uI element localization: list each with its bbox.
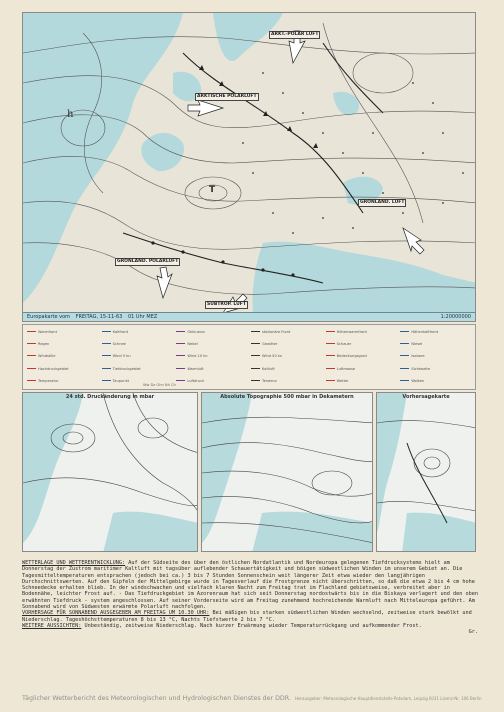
legend-item: [176, 364, 247, 375]
legend-symbol-icon: [176, 343, 185, 346]
legend-label: Kaltluft: [261, 366, 275, 371]
pressure-change-map: [22, 392, 198, 552]
legend-label: Wolken: [411, 378, 425, 383]
legend-item: [326, 376, 397, 387]
legend-label: Windstille: [38, 354, 56, 359]
legend-label: Regen: [38, 342, 50, 347]
airmass-label-arctic: ARKTISCHE POLARLUFT: [197, 94, 257, 99]
legend-symbol-icon: [326, 355, 335, 358]
legend-label: Nebel: [187, 342, 198, 347]
legend-item: [176, 327, 247, 338]
airmass-label-subtropical: SUBTROP. LUFT: [207, 302, 246, 307]
legend-label: Temperatur: [38, 378, 59, 383]
topography-500-map: [201, 392, 373, 552]
legend-label: Luftdruck: [187, 378, 205, 383]
legend-symbol-icon: [176, 331, 185, 334]
high-pressure-marker: h: [67, 109, 74, 120]
topography-title: Absolute Topographie 500 mbar in Dekametern: [220, 394, 354, 400]
legend-label: Höhenwarmfront: [336, 330, 367, 335]
legend-item: [326, 364, 397, 375]
legend-symbol-icon: [400, 331, 409, 334]
legend-symbol-icon: [251, 343, 260, 346]
legend-symbol-icon: [251, 331, 260, 334]
airmass-label-greenland: GRÖNLÄND. LUFT: [360, 200, 405, 205]
legend-item: [27, 376, 98, 387]
caption-hour: 01: [127, 314, 135, 320]
legend-item: [400, 351, 471, 362]
footer-title: Täglicher Wetterbericht des Meteorologischen und Hydrologischen Dienstes der DDR.: [22, 695, 291, 702]
legend-symbol-icon: [400, 343, 409, 346]
legend-label: Sichtweite: [411, 366, 431, 371]
legend-symbol-icon: [251, 355, 260, 358]
outlook-paragraph: [22, 623, 478, 629]
legend-symbol-icon: [326, 368, 335, 371]
legend-symbol-icon: [400, 368, 409, 371]
legend-symbol-icon: [102, 343, 111, 346]
legend-symbol-icon: [27, 380, 36, 383]
legend-symbol-icon: [27, 331, 36, 334]
legend-label: Gewitter: [261, 342, 278, 347]
caption-date: FREITAG, 15-11-63: [75, 314, 123, 320]
legend-item: [102, 339, 173, 350]
legend-item: [102, 351, 173, 362]
legend-item: [251, 376, 322, 387]
legend-item: [400, 364, 471, 375]
legend-label: Hochdruckgebiet: [38, 366, 69, 371]
legend-item: [27, 351, 98, 362]
legend-label: Schauer: [336, 342, 352, 347]
legend-label: stationäre Front: [261, 330, 291, 335]
map-scale: 1:20000000: [440, 314, 471, 320]
legend-label: Wind 10 kn: [187, 354, 208, 359]
situation-heading: WETTERLAGE UND WETTERENTWICKLUNG:: [22, 560, 126, 566]
legend-item: [27, 339, 98, 350]
caption-title: Europakarte vom: [27, 314, 71, 320]
legend-label: Niesel: [411, 342, 423, 347]
legend-item: [326, 351, 397, 362]
legend-label: Warmfront: [38, 330, 57, 335]
legend-symbol-icon: [27, 343, 36, 346]
legend-symbol-icon: [176, 368, 185, 371]
legend-item: [326, 327, 397, 338]
legend-symbol-icon: [176, 380, 185, 383]
map-caption-bar: [23, 312, 475, 321]
legend-footnote: Ww Dz Ghn Nh Ch: [143, 383, 176, 387]
legend-label: Höhenkaltfront: [411, 330, 439, 335]
legend-item: [251, 364, 322, 375]
legend-item: [251, 351, 322, 362]
legend-item: [27, 327, 98, 338]
low-pressure-marker: T: [209, 185, 216, 195]
legend-symbol-icon: [326, 331, 335, 334]
map-legend: [22, 324, 476, 390]
legend-item: [251, 339, 322, 350]
publication-footer: [22, 695, 482, 702]
legend-symbol-icon: [251, 380, 260, 383]
forecast-drawing: [377, 393, 476, 552]
legend-symbol-icon: [102, 355, 111, 358]
europe-weather-map: [22, 12, 476, 322]
legend-label: Okklusion: [187, 330, 205, 335]
legend-item: [27, 364, 98, 375]
legend-item: [400, 327, 471, 338]
legend-item: [400, 339, 471, 350]
legend-symbol-icon: [400, 380, 409, 383]
forecast-text: Bei mäßigen bis starken südwestlichen Winden wechselnd, zeitweise stark bewölkt und Niederschlag. Tageshöchsttemperaturen 8 bis 13 °C, Nachts Tiefstwerte 2 bis 7 °C.: [22, 610, 472, 623]
weather-report-text: [22, 560, 478, 636]
legend-item: [176, 339, 247, 350]
legend-label: Luftmasse: [336, 366, 356, 371]
legend-label: Wind 50 kn: [261, 354, 283, 359]
legend-label: Kaltfront: [112, 330, 129, 335]
legend-symbol-icon: [27, 368, 36, 371]
airmass-label-greenland-polar: GRÖNLÄND. POLARLUFT: [117, 259, 179, 264]
legend-item: [251, 327, 322, 338]
legend-item: [400, 376, 471, 387]
legend-symbol-icon: [176, 355, 185, 358]
legend-symbol-icon: [251, 368, 260, 371]
footer-imprint: Herausgeber: Meteorologische Hauptdienststelle Potsdam, Leipzig III/31 Lizenz-Nr. 106 Berlin: [294, 696, 482, 701]
caption-timezone: Uhr MEZ: [135, 314, 158, 320]
forecast-paragraph: [22, 610, 478, 623]
legend-symbol-icon: [102, 331, 111, 334]
airmass-label-arctic-polar: ARKT.-POLAR LUFT: [271, 32, 319, 37]
legend-label: Warmluft: [187, 366, 204, 371]
forecast-heading: VORHERSAGE FÜR SONNABEND AUSGEGEBEN AM FREITAG UM 10.30 UHR:: [22, 610, 210, 617]
forecast-map: [376, 392, 476, 552]
legend-item: [176, 376, 247, 387]
legend-symbol-icon: [27, 355, 36, 358]
legend-label: Schnee: [112, 342, 126, 347]
legend-symbol-icon: [400, 355, 409, 358]
legend-symbol-icon: [102, 380, 111, 383]
map-drawing: [23, 13, 476, 322]
pressure-change-title: 24 std. Druckänderung in mbar: [65, 394, 155, 400]
legend-symbol-icon: [326, 343, 335, 346]
legend-item: [102, 364, 173, 375]
legend-symbol-icon: [326, 380, 335, 383]
situation-text: Auf der Südseite des über den östlichen Nordatlantik und Nordeuropa gelegenen Tiefdrucksystems hielt am Donnerstag der Zustrom maritimer Kaltluft mit tagsüber auflebender Schauertätigkeit und böigen südwestlichen Winden im unserem Gebiet an. Die Tagesmitteltemperaturen entsprachen (jedoch bei ca.) 3 bis 7 Stunden Sonnenschein weit längerer Zeit etwa wieder den langjährigen Durchschnittswerten. Auf den Gipfeln der Mittelgebirge wurde in Tagesverlauf die Frostgrenze nicht überschritten, so daß die etwa 2 bis 4 cm hohe Schneedecke erhalten blieb. In der windschwachen und vielfach klaren Nacht zum Freitag trat im Flachland gebietsweise, verbreitet aber in Bodennähe, leichter Frost auf. - Das Tiefdruckgebiet im Azorenraum hat sich seit Donnerstag nordostwärts bis in die Biskaya verlagert und den oben erwähnten Tiefdruck - system angeschlossen. Auf seiner Vorderseite wird am Freitag zunehmend hochreichende Warmluft nach Mitteleuropa geführt. Am Sonnabend wird von Südwesten erwärmte Polarluft nachfolgen.: [22, 560, 478, 611]
legend-item: [102, 327, 173, 338]
signature: Gr.: [468, 629, 478, 636]
legend-item: [326, 339, 397, 350]
legend-label: Isobare: [411, 354, 425, 359]
legend-label: Wetter: [336, 378, 349, 383]
legend-label: Tendenz: [261, 378, 277, 383]
outlook-heading: WEITERE AUSSICHTEN:: [22, 622, 82, 629]
legend-label: Tiefdruckgebiet: [112, 366, 141, 371]
forecast-title: Vorhersagekarte: [402, 394, 450, 400]
legend-label: Taupunkt: [112, 378, 130, 383]
outlook-text: Unbeständig, zeitweise Niederschlag. Nach kurzer Erwärmung wieder Temperaturrückgang und aufkommender Frost.: [81, 622, 422, 629]
pressure-change-drawing: [23, 393, 198, 552]
situation-paragraph: [22, 560, 478, 610]
legend-label: Wind 5 kn: [112, 354, 131, 359]
legend-symbol-icon: [102, 368, 111, 371]
legend-item: [176, 351, 247, 362]
legend-label: Bedeckungsgrad: [336, 354, 367, 359]
topography-drawing: [202, 393, 373, 552]
